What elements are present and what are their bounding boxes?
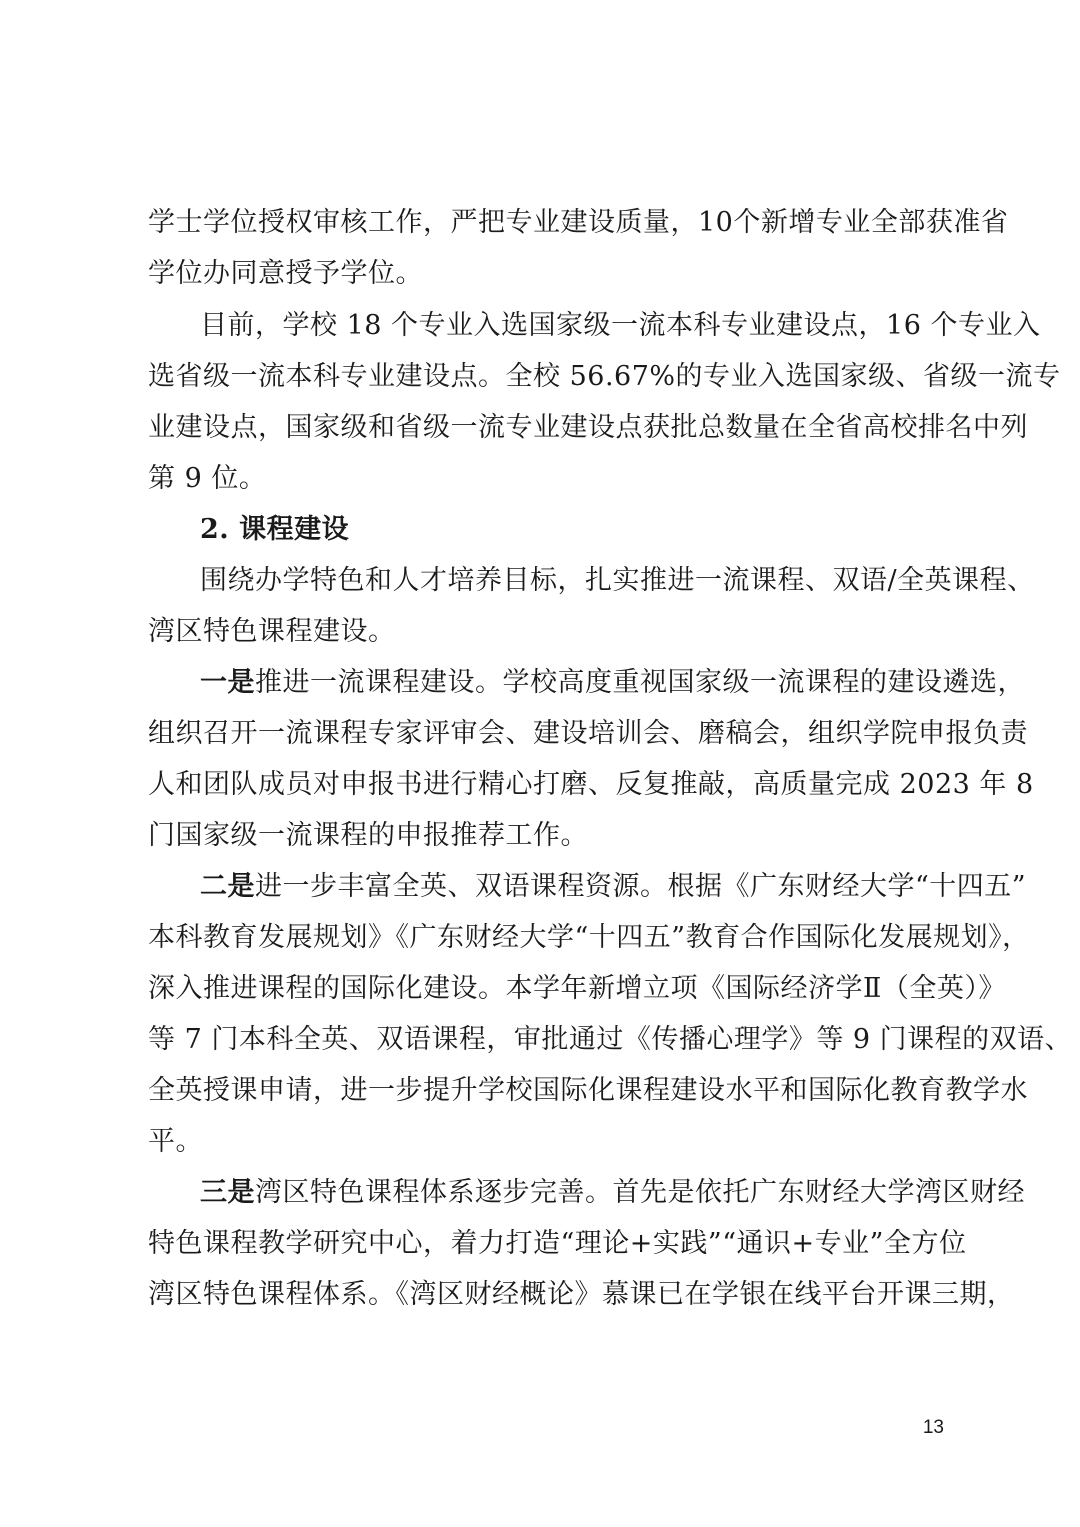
paragraph-line: 围绕办学特色和人才培养目标，扎实推进一流课程、双语/全英课程、 xyxy=(200,565,1035,596)
paragraph-line: 特色课程教学研究中心，着力打造“理论+实践”“通识+专业”全方位 xyxy=(148,1228,967,1259)
paragraph-line: 本科教育发展规划》《广东财经大学“十四五”教育合作国际化发展规划》， xyxy=(148,922,1030,953)
paragraph-lead: 一是 xyxy=(200,667,255,698)
page-number: 13 xyxy=(922,1417,944,1438)
paragraph-line: 学士学位授权审核工作，严把专业建设质量，10个新增专业全部获准省 xyxy=(148,207,1009,238)
paragraph-lead: 二是 xyxy=(200,871,255,902)
paragraph-line: 湾区特色课程建设。 xyxy=(148,616,396,647)
paragraph-line-text: 湾区特色课程体系逐步完善。首先是依托广东财经大学湾区财经 xyxy=(255,1177,1025,1208)
paragraph-line: 等 7 门本科全英、双语课程，审批通过《传播心理学》等 9 门课程的双语、 xyxy=(148,1024,1073,1055)
paragraph-line: 人和团队成员对申报书进行精心打磨、反复推敲，高质量完成 2023 年 8 xyxy=(148,769,1034,800)
paragraph-line xyxy=(200,1176,1025,1210)
section-heading: 2. 课程建设 xyxy=(200,514,350,545)
paragraph-line-text: 进一步丰富全英、双语课程资源。根据《广东财经大学“十四五” xyxy=(255,871,1027,902)
paragraph-line: 业建设点，国家级和省级一流专业建设点获批总数量在全省高校排名中列 xyxy=(148,412,1028,443)
paragraph-line: 第 9 位。 xyxy=(148,463,267,494)
paragraph-line: 门国家级一流课程的申报推荐工作。 xyxy=(148,820,588,851)
paragraph-line: 全英授课申请，进一步提升学校国际化课程建设水平和国际化教育教学水 xyxy=(148,1075,1028,1106)
paragraph-line: 目前，学校 18 个专业入选国家级一流本科专业建设点，16 个专业入 xyxy=(200,310,1041,341)
paragraph-line xyxy=(200,666,1025,700)
paragraph-line: 学位办同意授予学位。 xyxy=(148,258,423,289)
paragraph-line: 平。 xyxy=(148,1126,203,1157)
paragraph-line: 组织召开一流课程专家评审会、建设培训会、磨稿会，组织学院申报负责 xyxy=(148,718,1028,749)
paragraph-line: 深入推进课程的国际化建设。本学年新增立项《国际经济学Ⅱ（全英）》 xyxy=(148,973,1006,1004)
paragraph-lead: 三是 xyxy=(200,1177,255,1208)
paragraph-line: 湾区特色课程体系。《湾区财经概论》慕课已在学银在线平台开课三期， xyxy=(148,1279,1015,1310)
paragraph-line: 选省级一流本科专业建设点。全校 56.67%的专业入选国家级、省级一流专 xyxy=(148,361,1061,392)
paragraph-line xyxy=(200,870,1027,904)
paragraph-line-text: 推进一流课程建设。学校高度重视国家级一流课程的建设遴选， xyxy=(255,667,1025,698)
